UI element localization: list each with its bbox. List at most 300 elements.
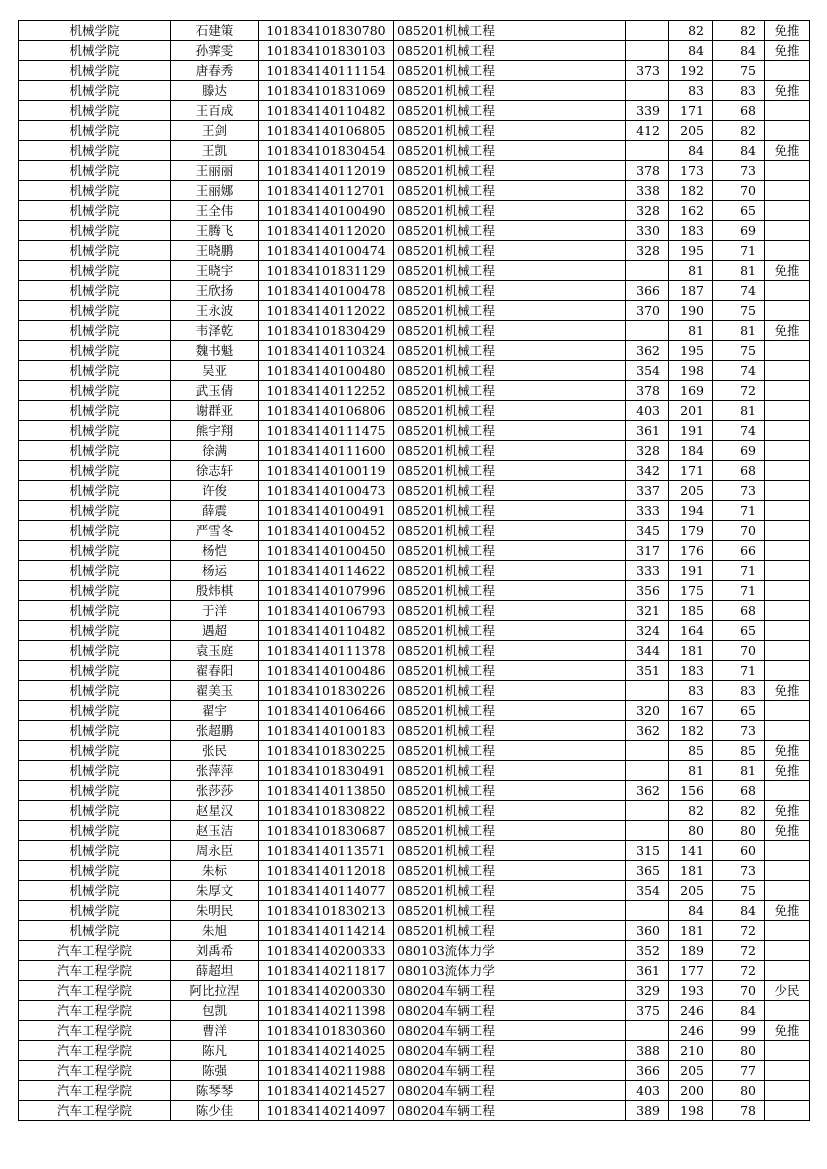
major-cell: 080204车辆工程 [394, 1041, 626, 1061]
exam-id-cell: 101834140214527 [259, 1081, 394, 1101]
note-cell: 免推 [765, 81, 810, 101]
note-cell: 免推 [765, 41, 810, 61]
total-score-cell: 70 [713, 521, 765, 541]
major-cell: 080204车辆工程 [394, 1061, 626, 1081]
note-cell [765, 541, 810, 561]
college-cell: 机械学院 [19, 521, 171, 541]
major-cell: 085201机械工程 [394, 681, 626, 701]
initial-score-cell: 328 [626, 201, 669, 221]
exam-id-cell: 101834101830822 [259, 801, 394, 821]
exam-id-cell: 101834101831129 [259, 261, 394, 281]
name-cell: 阿比拉涅 [171, 981, 259, 1001]
major-cell: 085201机械工程 [394, 101, 626, 121]
exam-id-cell: 101834140112019 [259, 161, 394, 181]
college-cell: 机械学院 [19, 741, 171, 761]
college-cell: 汽车工程学院 [19, 1001, 171, 1021]
college-cell: 机械学院 [19, 241, 171, 261]
major-cell: 085201机械工程 [394, 61, 626, 81]
major-cell: 085201机械工程 [394, 521, 626, 541]
table-row [19, 21, 810, 41]
major-cell: 085201机械工程 [394, 781, 626, 801]
initial-score-cell [626, 741, 669, 761]
retest-score-cell: 156 [669, 781, 713, 801]
initial-score-cell [626, 141, 669, 161]
note-cell [765, 221, 810, 241]
table-row [19, 201, 810, 221]
name-cell: 王晓鹏 [171, 241, 259, 261]
table-row [19, 541, 810, 561]
college-cell: 汽车工程学院 [19, 1041, 171, 1061]
exam-id-cell: 101834140111154 [259, 61, 394, 81]
total-score-cell: 69 [713, 221, 765, 241]
note-cell [765, 921, 810, 941]
major-cell: 080204车辆工程 [394, 1021, 626, 1041]
table-row [19, 401, 810, 421]
total-score-cell: 68 [713, 781, 765, 801]
note-cell: 免推 [765, 21, 810, 41]
name-cell: 吴亚 [171, 361, 259, 381]
exam-id-cell: 101834101830687 [259, 821, 394, 841]
total-score-cell: 60 [713, 841, 765, 861]
major-cell: 080204车辆工程 [394, 981, 626, 1001]
retest-score-cell: 181 [669, 921, 713, 941]
name-cell: 韦泽乾 [171, 321, 259, 341]
retest-score-cell: 164 [669, 621, 713, 641]
total-score-cell: 82 [713, 121, 765, 141]
major-cell: 085201机械工程 [394, 921, 626, 941]
retest-score-cell: 193 [669, 981, 713, 1001]
name-cell: 遇超 [171, 621, 259, 641]
retest-score-cell: 195 [669, 341, 713, 361]
name-cell: 包凯 [171, 1001, 259, 1021]
retest-score-cell: 205 [669, 881, 713, 901]
exam-id-cell: 101834140106806 [259, 401, 394, 421]
exam-id-cell: 101834140106793 [259, 601, 394, 621]
total-score-cell: 68 [713, 461, 765, 481]
total-score-cell: 70 [713, 641, 765, 661]
note-cell [765, 1101, 810, 1121]
table-row [19, 841, 810, 861]
name-cell: 徐满 [171, 441, 259, 461]
retest-score-cell: 183 [669, 221, 713, 241]
exam-id-cell: 101834101830780 [259, 21, 394, 41]
major-cell: 085201机械工程 [394, 421, 626, 441]
name-cell: 朱厚文 [171, 881, 259, 901]
retest-score-cell: 205 [669, 121, 713, 141]
college-cell: 机械学院 [19, 21, 171, 41]
retest-score-cell: 84 [669, 41, 713, 61]
table-row [19, 601, 810, 621]
total-score-cell: 65 [713, 621, 765, 641]
retest-score-cell: 181 [669, 641, 713, 661]
major-cell: 085201机械工程 [394, 541, 626, 561]
major-cell: 085201机械工程 [394, 181, 626, 201]
note-cell [765, 661, 810, 681]
initial-score-cell: 356 [626, 581, 669, 601]
note-cell [765, 721, 810, 741]
initial-score-cell: 315 [626, 841, 669, 861]
note-cell [765, 521, 810, 541]
college-cell: 机械学院 [19, 841, 171, 861]
table-row [19, 221, 810, 241]
initial-score-cell: 373 [626, 61, 669, 81]
initial-score-cell: 360 [626, 921, 669, 941]
note-cell [765, 481, 810, 501]
total-score-cell: 81 [713, 401, 765, 421]
initial-score-cell: 337 [626, 481, 669, 501]
college-cell: 机械学院 [19, 281, 171, 301]
initial-score-cell [626, 321, 669, 341]
table-row [19, 321, 810, 341]
college-cell: 机械学院 [19, 601, 171, 621]
exam-id-cell: 101834140100491 [259, 501, 394, 521]
total-score-cell: 77 [713, 1061, 765, 1081]
college-cell: 汽车工程学院 [19, 941, 171, 961]
note-cell [765, 581, 810, 601]
table-row [19, 801, 810, 821]
retest-score-cell: 181 [669, 861, 713, 881]
name-cell: 赵玉洁 [171, 821, 259, 841]
college-cell: 机械学院 [19, 541, 171, 561]
total-score-cell: 84 [713, 41, 765, 61]
initial-score-cell [626, 821, 669, 841]
total-score-cell: 78 [713, 1101, 765, 1121]
total-score-cell: 80 [713, 1041, 765, 1061]
name-cell: 许俊 [171, 481, 259, 501]
table-row [19, 101, 810, 121]
total-score-cell: 81 [713, 761, 765, 781]
note-cell [765, 161, 810, 181]
name-cell: 谢群亚 [171, 401, 259, 421]
retest-score-cell: 173 [669, 161, 713, 181]
college-cell: 机械学院 [19, 581, 171, 601]
initial-score-cell [626, 81, 669, 101]
college-cell: 汽车工程学院 [19, 961, 171, 981]
total-score-cell: 73 [713, 861, 765, 881]
college-cell: 机械学院 [19, 401, 171, 421]
note-cell: 免推 [765, 1021, 810, 1041]
total-score-cell: 80 [713, 1081, 765, 1101]
table-row [19, 741, 810, 761]
retest-score-cell: 187 [669, 281, 713, 301]
initial-score-cell [626, 761, 669, 781]
college-cell: 机械学院 [19, 421, 171, 441]
table-row [19, 241, 810, 261]
name-cell: 杨运 [171, 561, 259, 581]
retest-score-cell: 81 [669, 761, 713, 781]
college-cell: 汽车工程学院 [19, 981, 171, 1001]
college-cell: 机械学院 [19, 41, 171, 61]
total-score-cell: 73 [713, 161, 765, 181]
name-cell: 朱明民 [171, 901, 259, 921]
exam-id-cell: 101834101830429 [259, 321, 394, 341]
note-cell [765, 281, 810, 301]
initial-score-cell: 344 [626, 641, 669, 661]
note-cell [765, 361, 810, 381]
note-cell [765, 1061, 810, 1081]
exam-id-cell: 101834101830226 [259, 681, 394, 701]
initial-score-cell: 370 [626, 301, 669, 321]
total-score-cell: 69 [713, 441, 765, 461]
note-cell [765, 421, 810, 441]
initial-score-cell: 345 [626, 521, 669, 541]
table-row [19, 901, 810, 921]
initial-score-cell: 342 [626, 461, 669, 481]
name-cell: 张莎莎 [171, 781, 259, 801]
name-cell: 陈凡 [171, 1041, 259, 1061]
initial-score-cell: 361 [626, 961, 669, 981]
name-cell: 王腾飞 [171, 221, 259, 241]
exam-id-cell: 101834140211817 [259, 961, 394, 981]
college-cell: 机械学院 [19, 141, 171, 161]
major-cell: 085201机械工程 [394, 461, 626, 481]
exam-id-cell: 101834140114077 [259, 881, 394, 901]
initial-score-cell: 366 [626, 281, 669, 301]
major-cell: 085201机械工程 [394, 881, 626, 901]
total-score-cell: 83 [713, 81, 765, 101]
initial-score-cell [626, 1021, 669, 1041]
exam-id-cell: 101834101830103 [259, 41, 394, 61]
initial-score-cell: 361 [626, 421, 669, 441]
college-cell: 机械学院 [19, 721, 171, 741]
name-cell: 翟宇 [171, 701, 259, 721]
exam-id-cell: 101834140100473 [259, 481, 394, 501]
exam-id-cell: 101834140211398 [259, 1001, 394, 1021]
retest-score-cell: 184 [669, 441, 713, 461]
major-cell: 085201机械工程 [394, 481, 626, 501]
total-score-cell: 83 [713, 681, 765, 701]
note-cell [765, 941, 810, 961]
college-cell: 汽车工程学院 [19, 1081, 171, 1101]
initial-score-cell [626, 21, 669, 41]
exam-id-cell: 101834140112701 [259, 181, 394, 201]
retest-score-cell: 198 [669, 361, 713, 381]
total-score-cell: 75 [713, 61, 765, 81]
name-cell: 袁玉庭 [171, 641, 259, 661]
college-cell: 机械学院 [19, 561, 171, 581]
total-score-cell: 72 [713, 961, 765, 981]
college-cell: 机械学院 [19, 761, 171, 781]
note-cell: 免推 [765, 261, 810, 281]
initial-score-cell: 389 [626, 1101, 669, 1121]
total-score-cell: 72 [713, 381, 765, 401]
exam-id-cell: 101834140111600 [259, 441, 394, 461]
college-cell: 机械学院 [19, 861, 171, 881]
major-cell: 085201机械工程 [394, 261, 626, 281]
college-cell: 机械学院 [19, 61, 171, 81]
note-cell [765, 641, 810, 661]
table-row [19, 361, 810, 381]
note-cell [765, 1081, 810, 1101]
total-score-cell: 99 [713, 1021, 765, 1041]
note-cell: 免推 [765, 141, 810, 161]
table-row [19, 481, 810, 501]
total-score-cell: 65 [713, 701, 765, 721]
initial-score-cell: 333 [626, 501, 669, 521]
college-cell: 机械学院 [19, 101, 171, 121]
table-row [19, 1101, 810, 1121]
table-row [19, 1001, 810, 1021]
college-cell: 机械学院 [19, 781, 171, 801]
note-cell: 免推 [765, 681, 810, 701]
exam-id-cell: 101834101830225 [259, 741, 394, 761]
note-cell [765, 201, 810, 221]
initial-score-cell: 328 [626, 241, 669, 261]
exam-id-cell: 101834140211988 [259, 1061, 394, 1081]
retest-score-cell: 162 [669, 201, 713, 221]
major-cell: 080204车辆工程 [394, 1101, 626, 1121]
major-cell: 085201机械工程 [394, 901, 626, 921]
major-cell: 085201机械工程 [394, 321, 626, 341]
major-cell: 085201机械工程 [394, 301, 626, 321]
note-cell [765, 441, 810, 461]
retest-score-cell: 200 [669, 1081, 713, 1101]
exam-id-cell: 101834140200330 [259, 981, 394, 1001]
major-cell: 080103流体力学 [394, 941, 626, 961]
retest-score-cell: 83 [669, 81, 713, 101]
initial-score-cell [626, 901, 669, 921]
exam-id-cell: 101834140111475 [259, 421, 394, 441]
table-row [19, 981, 810, 1001]
initial-score-cell: 354 [626, 881, 669, 901]
major-cell: 085201机械工程 [394, 741, 626, 761]
college-cell: 机械学院 [19, 881, 171, 901]
initial-score-cell: 362 [626, 341, 669, 361]
total-score-cell: 75 [713, 341, 765, 361]
major-cell: 085201机械工程 [394, 21, 626, 41]
initial-score-cell: 321 [626, 601, 669, 621]
exam-id-cell: 101834140100474 [259, 241, 394, 261]
college-cell: 机械学院 [19, 361, 171, 381]
exam-id-cell: 101834101830213 [259, 901, 394, 921]
exam-id-cell: 101834140114214 [259, 921, 394, 941]
retest-score-cell: 190 [669, 301, 713, 321]
initial-score-cell [626, 681, 669, 701]
name-cell: 赵星汉 [171, 801, 259, 821]
retest-score-cell: 81 [669, 321, 713, 341]
exam-id-cell: 101834140112022 [259, 301, 394, 321]
initial-score-cell: 412 [626, 121, 669, 141]
college-cell: 机械学院 [19, 501, 171, 521]
total-score-cell: 65 [713, 201, 765, 221]
exam-id-cell: 101834140113850 [259, 781, 394, 801]
college-cell: 机械学院 [19, 921, 171, 941]
college-cell: 机械学院 [19, 381, 171, 401]
major-cell: 085201机械工程 [394, 141, 626, 161]
major-cell: 085201机械工程 [394, 341, 626, 361]
college-cell: 机械学院 [19, 701, 171, 721]
retest-score-cell: 183 [669, 661, 713, 681]
table-row [19, 341, 810, 361]
initial-score-cell: 362 [626, 781, 669, 801]
major-cell: 085201机械工程 [394, 401, 626, 421]
note-cell [765, 241, 810, 261]
initial-score-cell: 354 [626, 361, 669, 381]
table-row [19, 521, 810, 541]
name-cell: 陈少佳 [171, 1101, 259, 1121]
name-cell: 唐春秀 [171, 61, 259, 81]
name-cell: 张超鹏 [171, 721, 259, 741]
table-row [19, 921, 810, 941]
college-cell: 机械学院 [19, 661, 171, 681]
major-cell: 085201机械工程 [394, 361, 626, 381]
name-cell: 石建策 [171, 21, 259, 41]
note-cell [765, 621, 810, 641]
note-cell [765, 181, 810, 201]
major-cell: 085201机械工程 [394, 601, 626, 621]
retest-score-cell: 171 [669, 461, 713, 481]
name-cell: 陈强 [171, 1061, 259, 1081]
college-cell: 机械学院 [19, 681, 171, 701]
total-score-cell: 73 [713, 721, 765, 741]
retest-score-cell: 167 [669, 701, 713, 721]
note-cell [765, 841, 810, 861]
retest-score-cell: 201 [669, 401, 713, 421]
name-cell: 熊宇翔 [171, 421, 259, 441]
initial-score-cell: 366 [626, 1061, 669, 1081]
table-row [19, 381, 810, 401]
exam-id-cell: 101834140106805 [259, 121, 394, 141]
table-row [19, 561, 810, 581]
college-cell: 机械学院 [19, 321, 171, 341]
table-row [19, 861, 810, 881]
table-row [19, 41, 810, 61]
name-cell: 王剑 [171, 121, 259, 141]
total-score-cell: 71 [713, 661, 765, 681]
name-cell: 张民 [171, 741, 259, 761]
major-cell: 080204车辆工程 [394, 1081, 626, 1101]
table-row [19, 961, 810, 981]
name-cell: 王欣扬 [171, 281, 259, 301]
exam-id-cell: 101834140107996 [259, 581, 394, 601]
table-row [19, 761, 810, 781]
initial-score-cell: 375 [626, 1001, 669, 1021]
exam-id-cell: 101834140200333 [259, 941, 394, 961]
table-row [19, 161, 810, 181]
note-cell [765, 101, 810, 121]
retest-score-cell: 191 [669, 561, 713, 581]
retest-score-cell: 194 [669, 501, 713, 521]
initial-score-cell [626, 41, 669, 61]
name-cell: 翟美玉 [171, 681, 259, 701]
major-cell: 085201机械工程 [394, 801, 626, 821]
total-score-cell: 71 [713, 581, 765, 601]
exam-id-cell: 101834140100490 [259, 201, 394, 221]
total-score-cell: 85 [713, 741, 765, 761]
exam-id-cell: 101834140214097 [259, 1101, 394, 1121]
name-cell: 王永波 [171, 301, 259, 321]
table-row [19, 701, 810, 721]
note-cell [765, 781, 810, 801]
total-score-cell: 70 [713, 181, 765, 201]
name-cell: 薛超坦 [171, 961, 259, 981]
major-cell: 085201机械工程 [394, 241, 626, 261]
name-cell: 王晓宇 [171, 261, 259, 281]
initial-score-cell: 403 [626, 1081, 669, 1101]
exam-id-cell: 101834140112252 [259, 381, 394, 401]
college-cell: 机械学院 [19, 901, 171, 921]
college-cell: 机械学院 [19, 821, 171, 841]
initial-score-cell: 328 [626, 441, 669, 461]
note-cell [765, 1001, 810, 1021]
total-score-cell: 70 [713, 981, 765, 1001]
total-score-cell: 84 [713, 1001, 765, 1021]
exam-id-cell: 101834140106466 [259, 701, 394, 721]
retest-score-cell: 176 [669, 541, 713, 561]
major-cell: 085201机械工程 [394, 561, 626, 581]
total-score-cell: 71 [713, 241, 765, 261]
exam-id-cell: 101834140111378 [259, 641, 394, 661]
